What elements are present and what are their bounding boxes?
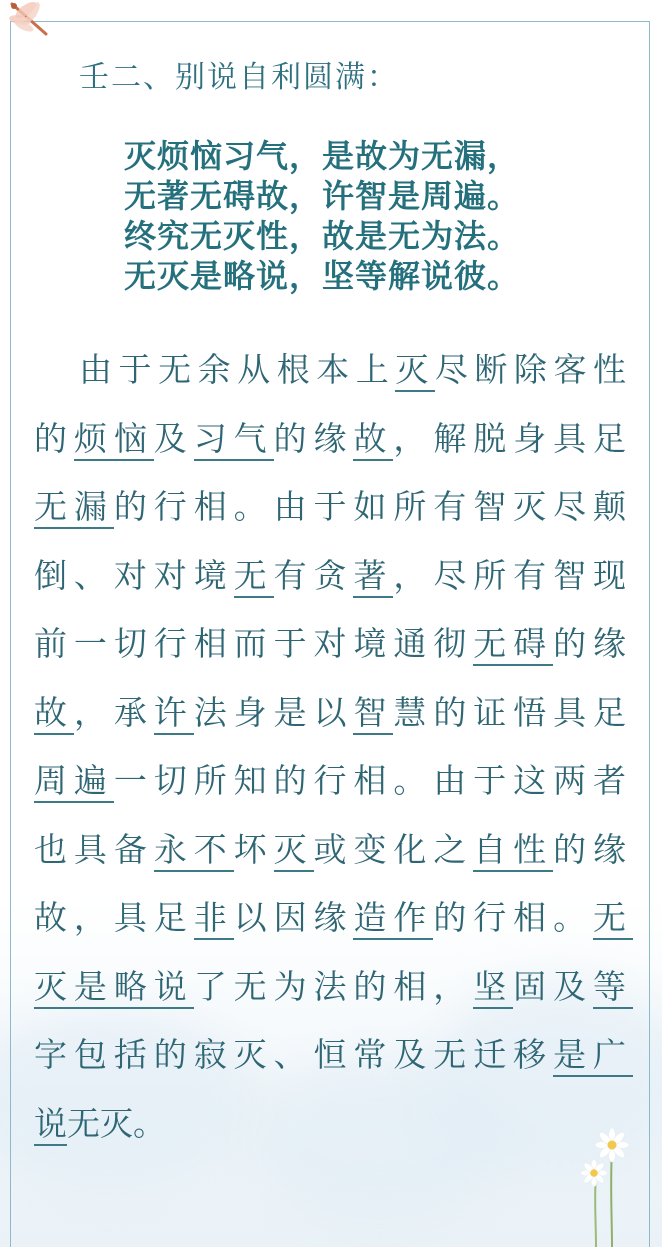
underlined-term: 灭 (395, 350, 435, 392)
text-segment: 有贪 (273, 555, 354, 595)
text-segment: 的行相。 (433, 898, 594, 937)
dragonfly-icon (6, 0, 56, 40)
underlined-term: 灭是略说 (34, 967, 194, 1009)
underlined-term: 烦恼 (74, 419, 154, 461)
text-segment: 的缘 (273, 418, 354, 458)
underlined-term: 习气 (194, 419, 274, 461)
text-segment: 法身是以 (193, 692, 354, 732)
paragraph-line (34, 761, 633, 803)
underlined-term: 造作 (353, 898, 433, 940)
verse-block (124, 136, 564, 296)
text-segment: 也具备 (34, 829, 154, 869)
underlined-term: 著 (353, 556, 393, 598)
underlined-term: 无 (593, 898, 633, 940)
paragraph-line (79, 350, 633, 392)
underlined-term: 故 (353, 419, 393, 461)
paragraph-line (34, 624, 633, 666)
text-segment: 及 (153, 418, 194, 458)
underlined-term: 无漏 (34, 487, 114, 529)
text-segment: 倒、对对境 (34, 555, 234, 595)
text-segment: ，承 (73, 692, 154, 732)
text-segment: 无灭。 (67, 1103, 166, 1143)
text-segment: 由于无余从根本上 (79, 350, 396, 389)
underlined-term: 说 (34, 1104, 67, 1146)
text-segment: 或变化之 (313, 829, 474, 869)
frame-right-border (649, 21, 650, 1247)
text-segment: ，尽所有智现 (393, 555, 633, 595)
section-heading: 壬二、别说自利圆满： (79, 60, 399, 95)
text-segment: 前一切行相而于对境通彻 (34, 624, 474, 663)
text-segment: 的行相。由于如所有智灭尽颠 (113, 487, 633, 526)
underlined-term: 无碍 (473, 624, 553, 666)
text-segment: 慧的证悟具足 (393, 692, 633, 732)
text-segment: 一切所知的行相。由于这两者 (113, 761, 633, 800)
frame-top-border (10, 21, 650, 22)
paragraph-line (34, 1035, 633, 1077)
paragraph-line (34, 693, 633, 735)
underlined-term: 永不 (154, 830, 234, 872)
verse-line: 无灭是略说，坚等解说彼。 (124, 257, 521, 295)
paragraph-line (34, 556, 633, 598)
paragraph-line (34, 967, 633, 1009)
underlined-term: 是广 (553, 1035, 633, 1077)
underlined-term: 等 (593, 967, 633, 1009)
frame-left-border (10, 21, 11, 1247)
underlined-term: 许 (154, 693, 194, 735)
underlined-term: 自性 (473, 830, 553, 872)
verse-line: 终究无灭性，故是无为法。 (124, 217, 521, 255)
text-segment: 尽断除客性 (434, 350, 633, 389)
text-segment: 的缘 (553, 624, 633, 663)
paragraph-line (34, 487, 633, 529)
underlined-term: 智 (353, 693, 393, 735)
text-segment: 故，具足 (34, 898, 194, 937)
text-segment: 固及 (513, 966, 594, 1006)
paragraph-line (34, 898, 633, 940)
text-segment: 字包括的寂灭、恒常及无迁移 (34, 1035, 554, 1074)
text-segment: 以因缘 (233, 898, 354, 937)
underlined-term: 非 (194, 898, 234, 940)
underlined-term: 无 (234, 556, 274, 598)
text-segment: 了无为法的相， (193, 966, 474, 1006)
text-segment: 的缘 (553, 829, 633, 869)
underlined-term: 坚 (473, 967, 513, 1009)
underlined-term: 灭 (274, 830, 314, 872)
paragraph-line (34, 1104, 166, 1146)
verse-line: 无著无碍故，许智是周遍。 (124, 177, 521, 215)
paragraph-line (34, 830, 633, 872)
underlined-term: 故 (34, 693, 74, 735)
text-segment: ，解脱身具足 (393, 418, 633, 458)
paragraph-line (34, 419, 633, 461)
verse-line: 灭烦恼习气，是故为无漏， (124, 137, 521, 175)
underlined-term: 周遍 (34, 761, 114, 803)
text-segment: 的 (34, 418, 74, 458)
daisy-flowers-icon (572, 1117, 662, 1247)
text-segment: 坏 (233, 829, 274, 869)
